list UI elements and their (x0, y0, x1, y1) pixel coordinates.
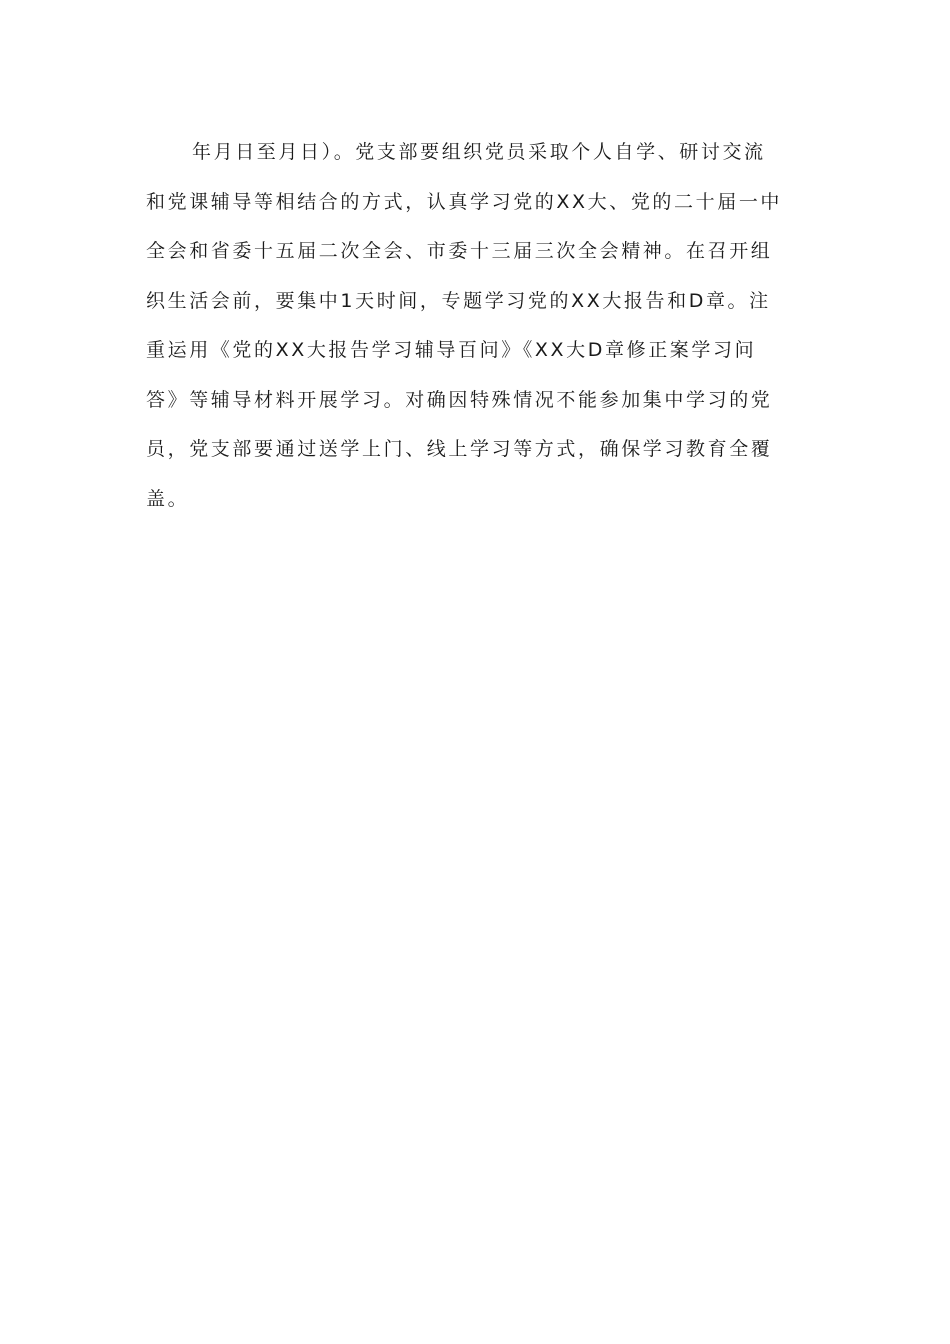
paragraph-line: 重运用《党的XX大报告学习辅导百问》《XX大D章修正案学习问 (146, 339, 757, 361)
paragraph-line: 员，党支部要通过送学上门、线上学习等方式，确保学习教育全覆 (146, 438, 773, 460)
paragraph-line: 和党课辅导等相结合的方式，认真学习党的XX大、党的二十届一中 (146, 190, 783, 213)
paragraph-line: 织生活会前，要集中1天时间，专题学习党的XX大报告和D章。注 (146, 289, 771, 312)
paragraph-line: 答》等辅导材料开展学习。对确因特殊情况不能参加集中学习的党 (146, 388, 773, 411)
paragraph-line: 年月日至月日）。党支部要组织党员采取个人自学、研讨交流 (192, 141, 766, 163)
body-paragraph (146, 132, 808, 528)
paragraph-line: 全会和省委十五届二次全会、市委十三届三次全会精神。在召开组 (146, 240, 773, 262)
paragraph-line: 盖。 (146, 487, 190, 510)
